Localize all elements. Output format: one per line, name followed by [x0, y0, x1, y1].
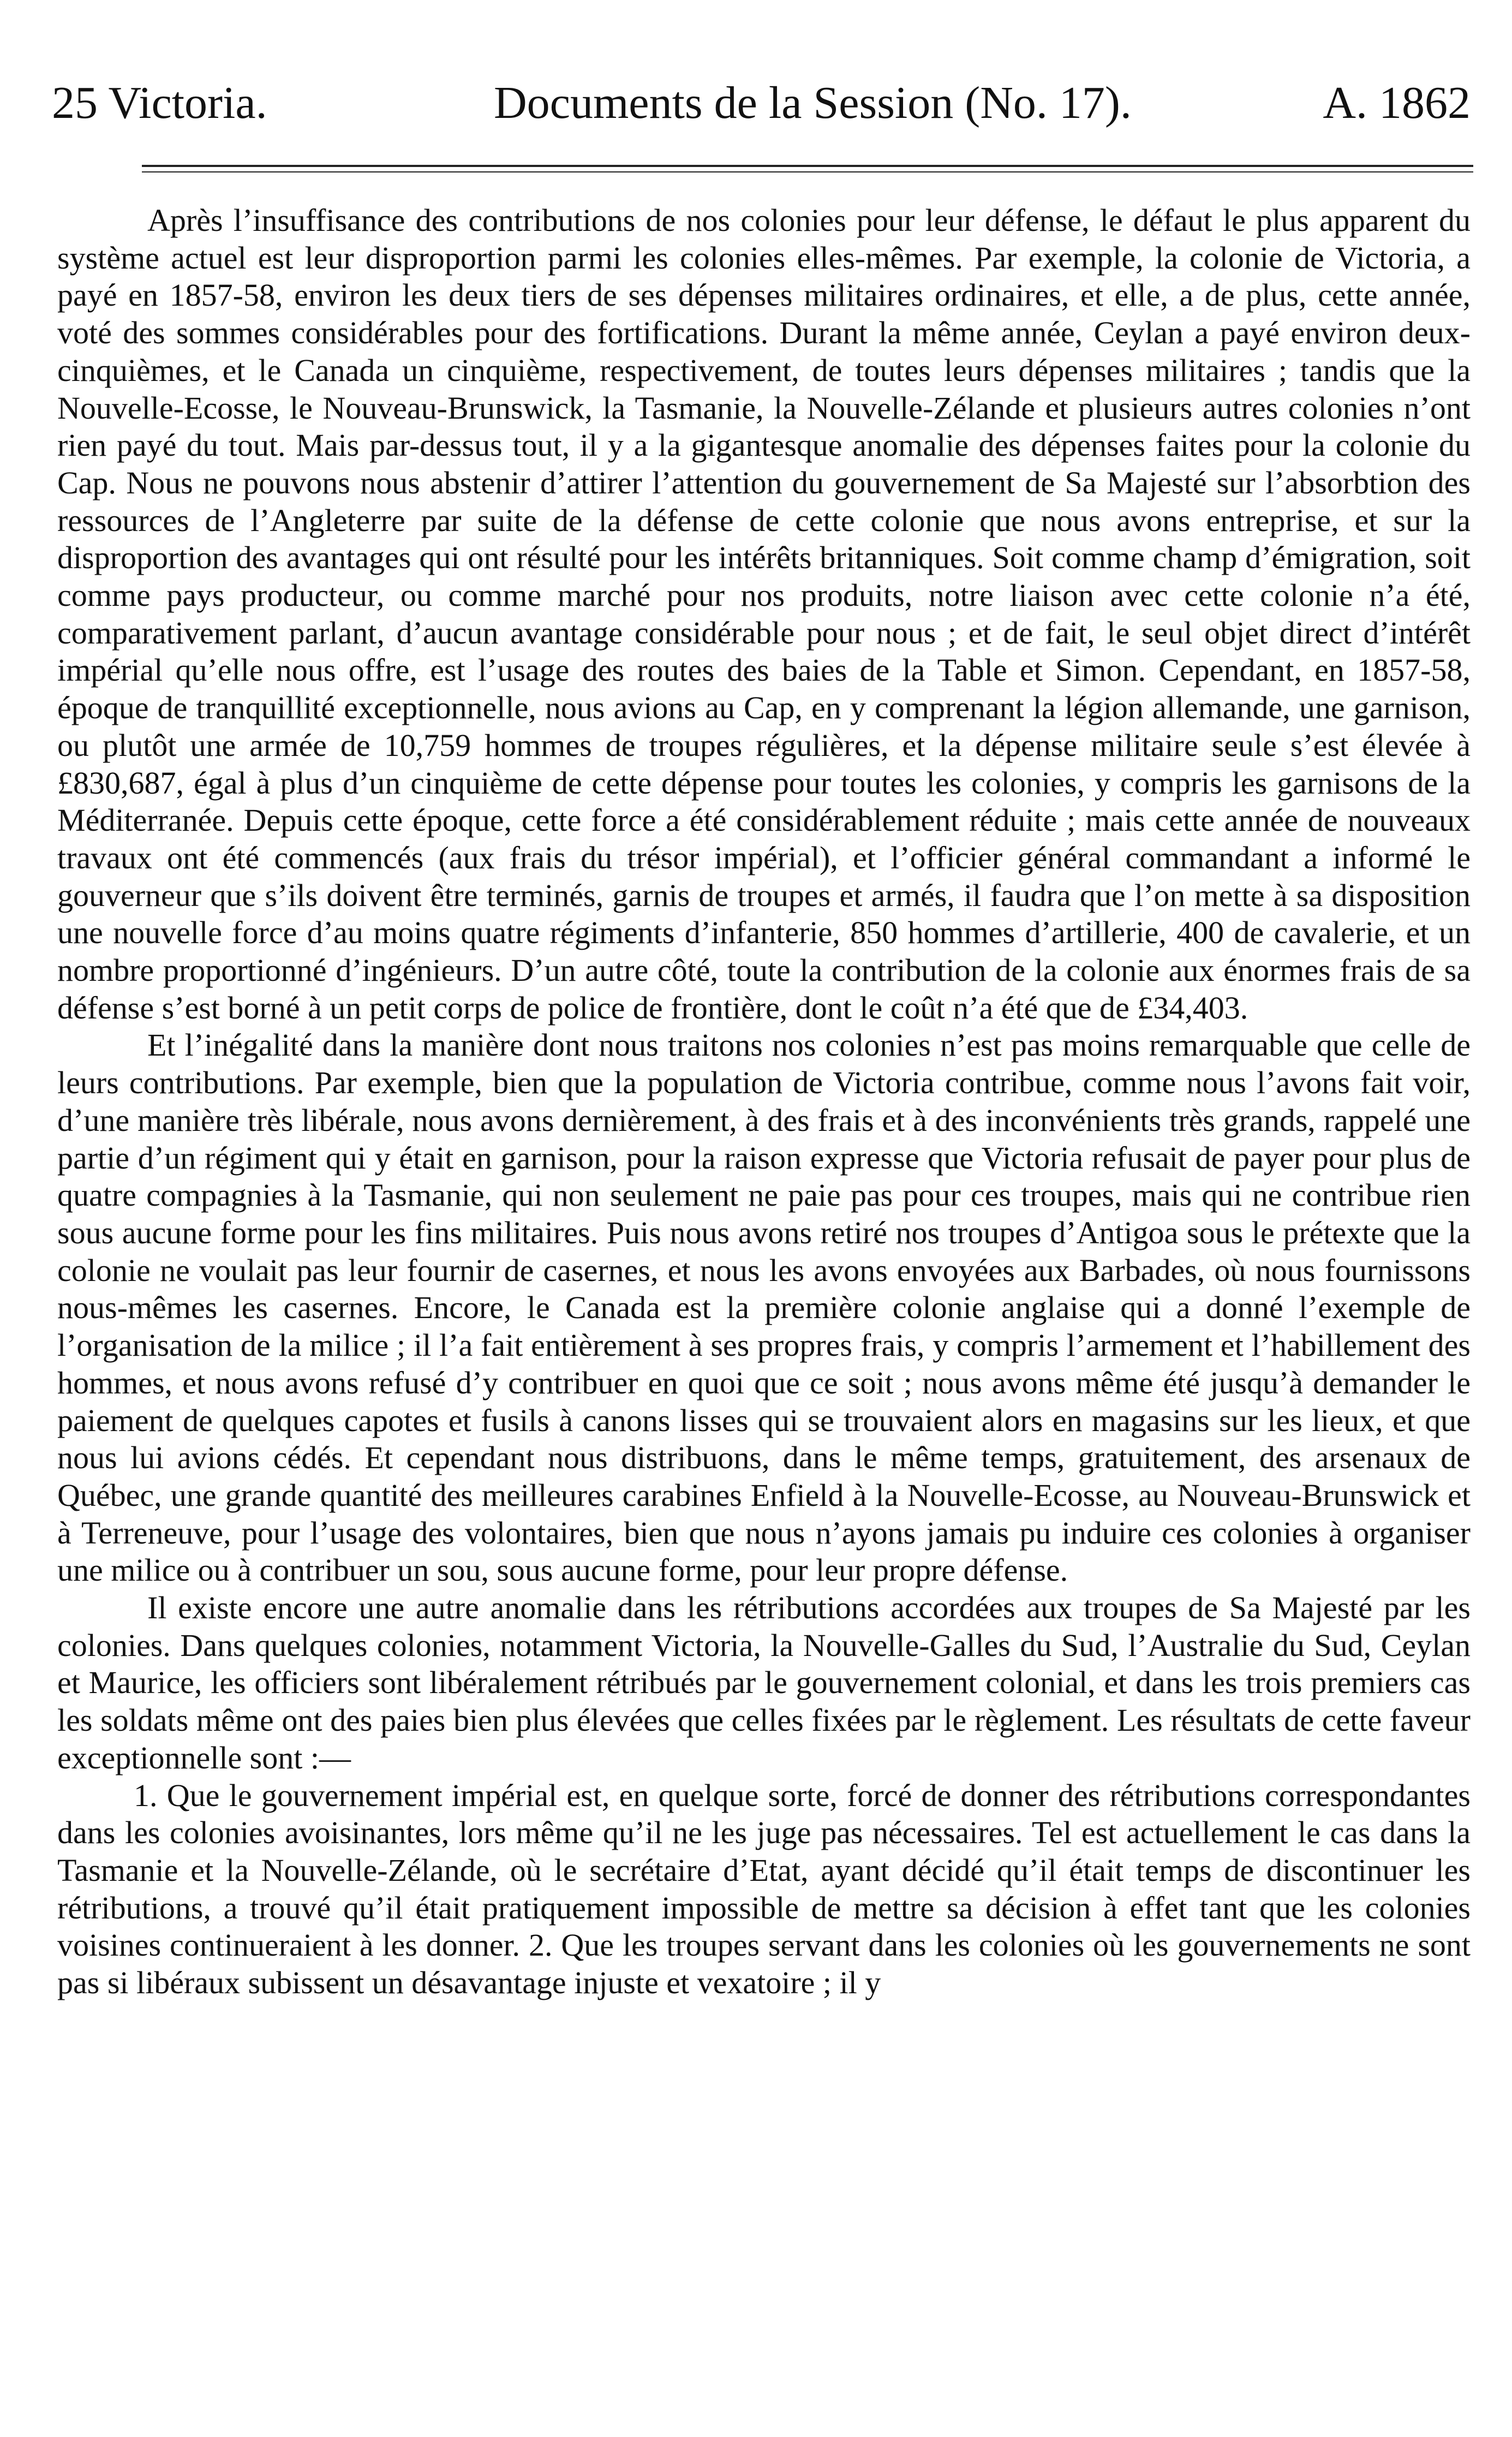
header-rule — [142, 165, 1473, 167]
paragraph-results: 1. Que le gouvernement impérial est, en quelque sorte, forcé de donner des rétributions correspondantes dans les colonies avoisinantes, lors même qu’il ne les juge pas nécessaires. Tel est actuellement le cas dans la Tasmanie et la Nouvelle-Zélande, où le secrétaire d’Etat, ayant décidé qu’il était temps de discontinuer les rétributions, a trouvé qu’il était pratiquement impossible de mettre sa décision à effet tant que les colonies voisines continueraient à les donner. 2. Que les troupes servant dans les colonies où les gouvernements ne sont pas si libéraux subissent un désavantage injuste et vexatoire ; il y — [57, 1777, 1471, 2001]
paragraph-inequality: Et l’inégalité dans la manière dont nous traitons nos colonies n’est pas moins remarquable que celle de leurs contributions. Par exemple, bien que la population de Victoria contribue, comme nous l’avons fait voir, d’une manière très libérale, nous avons dernièrement, à des frais et à des inconvénients très grands, rappelé une partie d’un régiment qui y était en garnison, pour la raison expresse que Victoria refusait de payer pour plus de quatre compagnies à la Tasmanie, qui non seulement ne paie pas pour ces troupes, mais qui ne contribue rien sous aucune forme pour les fins militaires. Puis nous avons retiré nos troupes d’Antigoa sous le prétexte que la colonie ne voulait pas leur fournir de casernes, et nous les avons envoyées aux Barbades, où nous fournissons nous-mêmes les casernes. Encore, le Canada est la première colonie anglaise qui a donné l’exemple de l’organisation de la milice ; il l’a fait entièrement à ses propres frais, y compris l’armement et l’habillement des hommes, et nous avons refusé d’y contribuer en quoi que ce soit ; nous avons même été jusqu’à demander le paiement de quelques capotes et fusils à canons lisses qui se trouvaient alors en magasins sur les lieux, et que nous lui avions cédés. Et cependant nous distribuons, dans le même temps, gratuitement, des arsenaux de Québec, une grande quantité des meilleures carabines Enfield à la Nouvelle-Ecosse, au Nouveau-Brunswick et à Terreneuve, pour l’usage des volontaires, bien que nous n’ayons jamais pu induire ces colonies à organiser une milice ou à contribuer un sou, sous aucune forme, pour leur propre défense. — [57, 1027, 1471, 1588]
session-label: 25 Victoria. — [52, 78, 267, 128]
body-text — [57, 202, 1471, 2002]
paragraph-anomaly: Il existe encore une autre anomalie dans les rétributions accordées aux troupes de Sa Majesté par les colonies. Dans quelques colonies, notamment Victoria, la Nouvelle-Galles du Sud, l’Australie du Sud, Ceylan et Maurice, les officiers sont libéralement rétribués par le gouvernement colonial, et dans les trois premiers cas les soldats même ont des paies bien plus élevées que celles fixées par le règlement. Les résultats de cette faveur exceptionnelle sont :— — [57, 1590, 1471, 1775]
page-header — [52, 76, 1471, 136]
document-title: Documents de la Session (No. 17). — [494, 78, 1132, 128]
header-rule-thin — [142, 171, 1473, 172]
paragraph-contributions: Après l’insuffisance des contributions de nos colonies pour leur défense, le défaut le plus apparent du système actuel est leur disproportion parmi les colonies elles-mêmes. Par exemple, la colonie de Victoria, a payé en 1857-58, environ les deux tiers de ses dépenses militaires ordinaires, et elle, a de plus, cette année, voté des sommes considérables pour des fortifications. Durant la même année, Ceylan a payé environ deux-cinquièmes, et le Canada un cinquième, respectivement, de toutes leurs dépenses militaires ; tandis que la Nouvelle-Ecosse, le Nouveau-Brunswick, la Tasmanie, la Nouvelle-Zélande et plusieurs autres colonies n’ont rien payé du tout. Mais par-dessus tout, il y a la gigantesque anomalie des dépenses faites pour la colonie du Cap. Nous ne pouvons nous abstenir d’attirer l’attention du gouvernement de Sa Majesté sur l’absorbtion des ressources de l’Angleterre par suite de la défense de cette colonie que nous avons entreprise, et sur la disproportion des avantages qui ont résulté pour les intérêts britanniques. Soit comme champ d’émigration, soit comme pays producteur, ou comme marché pour nos produits, notre liaison avec cette colonie n’a été, comparativement parlant, d’aucun avantage considérable pour nous ; et de fait, le seul objet direct d’intérêt impérial qu’elle nous offre, est l’usage des routes des baies de la Table et Simon. Cependant, en 1857-58, époque de tranquillité exceptionnelle, nous avions au Cap, en y comprenant la légion allemande, une garnison, ou plutôt une armée de 10,759 hommes de troupes régulières, et la dépense militaire seule s’est élevée à £830,687, égal à plus d’un cinquième de cette dépense pour toutes les colonies, y compris les garnisons de la Méditerranée. Depuis cette époque, cette force a été considérablement réduite ; mais cette année de nouveaux travaux ont été commencés (aux frais du trésor impérial), et l’officier général commandant a informé le gouverneur que s’ils doivent être terminés, garnis de troupes et armés, il faudra que l’on mette à sa disposition une nouvelle force d’au moins quatre régiments d’infanterie, 850 hommes d’artillerie, 400 de cavalerie, et un nombre proportionné d’ingénieurs. D’un autre côté, toute la contribution de la colonie aux énormes frais de sa défense s’est borné à un petit corps de police de frontière, dont le coût n’a été que de £34,403. — [57, 202, 1471, 1026]
year-label: A. 1862 — [1323, 78, 1471, 128]
